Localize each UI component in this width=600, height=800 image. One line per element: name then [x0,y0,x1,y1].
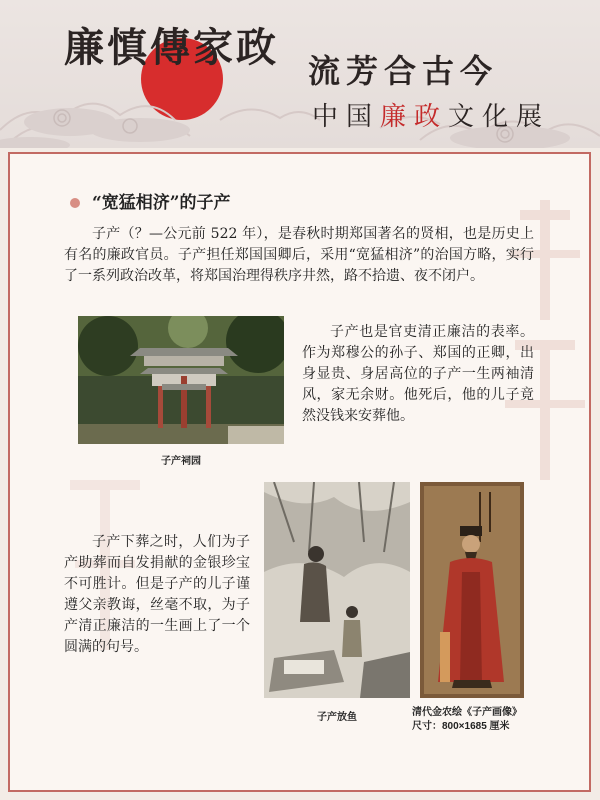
exhibit-name [312,96,550,133]
zichan-memorial-garden-photo [78,316,284,444]
caption-releasing-fish: 子产放鱼 [317,712,357,723]
exhibit-name-part-2: 廉政 [380,102,449,132]
header-banner [0,0,600,148]
exhibit-name-part-1: 中国 [312,102,381,132]
exhibit-subtitle: 流芳合古今 [308,52,499,90]
burial-paragraph: 子产下葬之时，人们为子产助葬而自发捐献的金银珍宝不可胜计。但是子产的儿子谨遵父亲教诲，丝毫不取，为子产清正廉洁的一生画上了一个圆满的句号。 [64,534,250,655]
caption-portrait-title: 清代金农绘《子产画像》 [412,707,522,718]
caption-portrait [412,706,552,734]
exhibit-main-title: 廉慎傳家政 [64,24,279,71]
caption-portrait-size: 尺寸：800×1685 厘米 [412,721,510,732]
integrity-paragraph: 子产也是官吏清正廉洁的表率。作为郑穆公的孙子、郑国的正卿，出身显贵、身居高位的子产一生两袖清风，家无余财。他死后，他的儿子竟然没钱来安葬他。 [302,324,534,424]
caption-memorial-garden: 子产祠园 [161,456,201,467]
exhibit-name-part-3: 文化展 [448,102,551,132]
section-title: “宽猛相济”的子产 [92,193,231,213]
intro-paragraph: 子产（？—公元前 522 年），是春秋时期郑国著名的贤相，也是历史上有名的廉政官员。子产担任郑国国卿后，采用“宽猛相济”的治国方略，实行了一系列政治改革，将郑国治理得秩序井然，路不拾遗、夜不闭户。 [64,226,534,284]
zichan-portrait-scroll [420,482,524,698]
zichan-releasing-fish-painting [264,482,410,698]
bullet-dot [70,198,80,208]
